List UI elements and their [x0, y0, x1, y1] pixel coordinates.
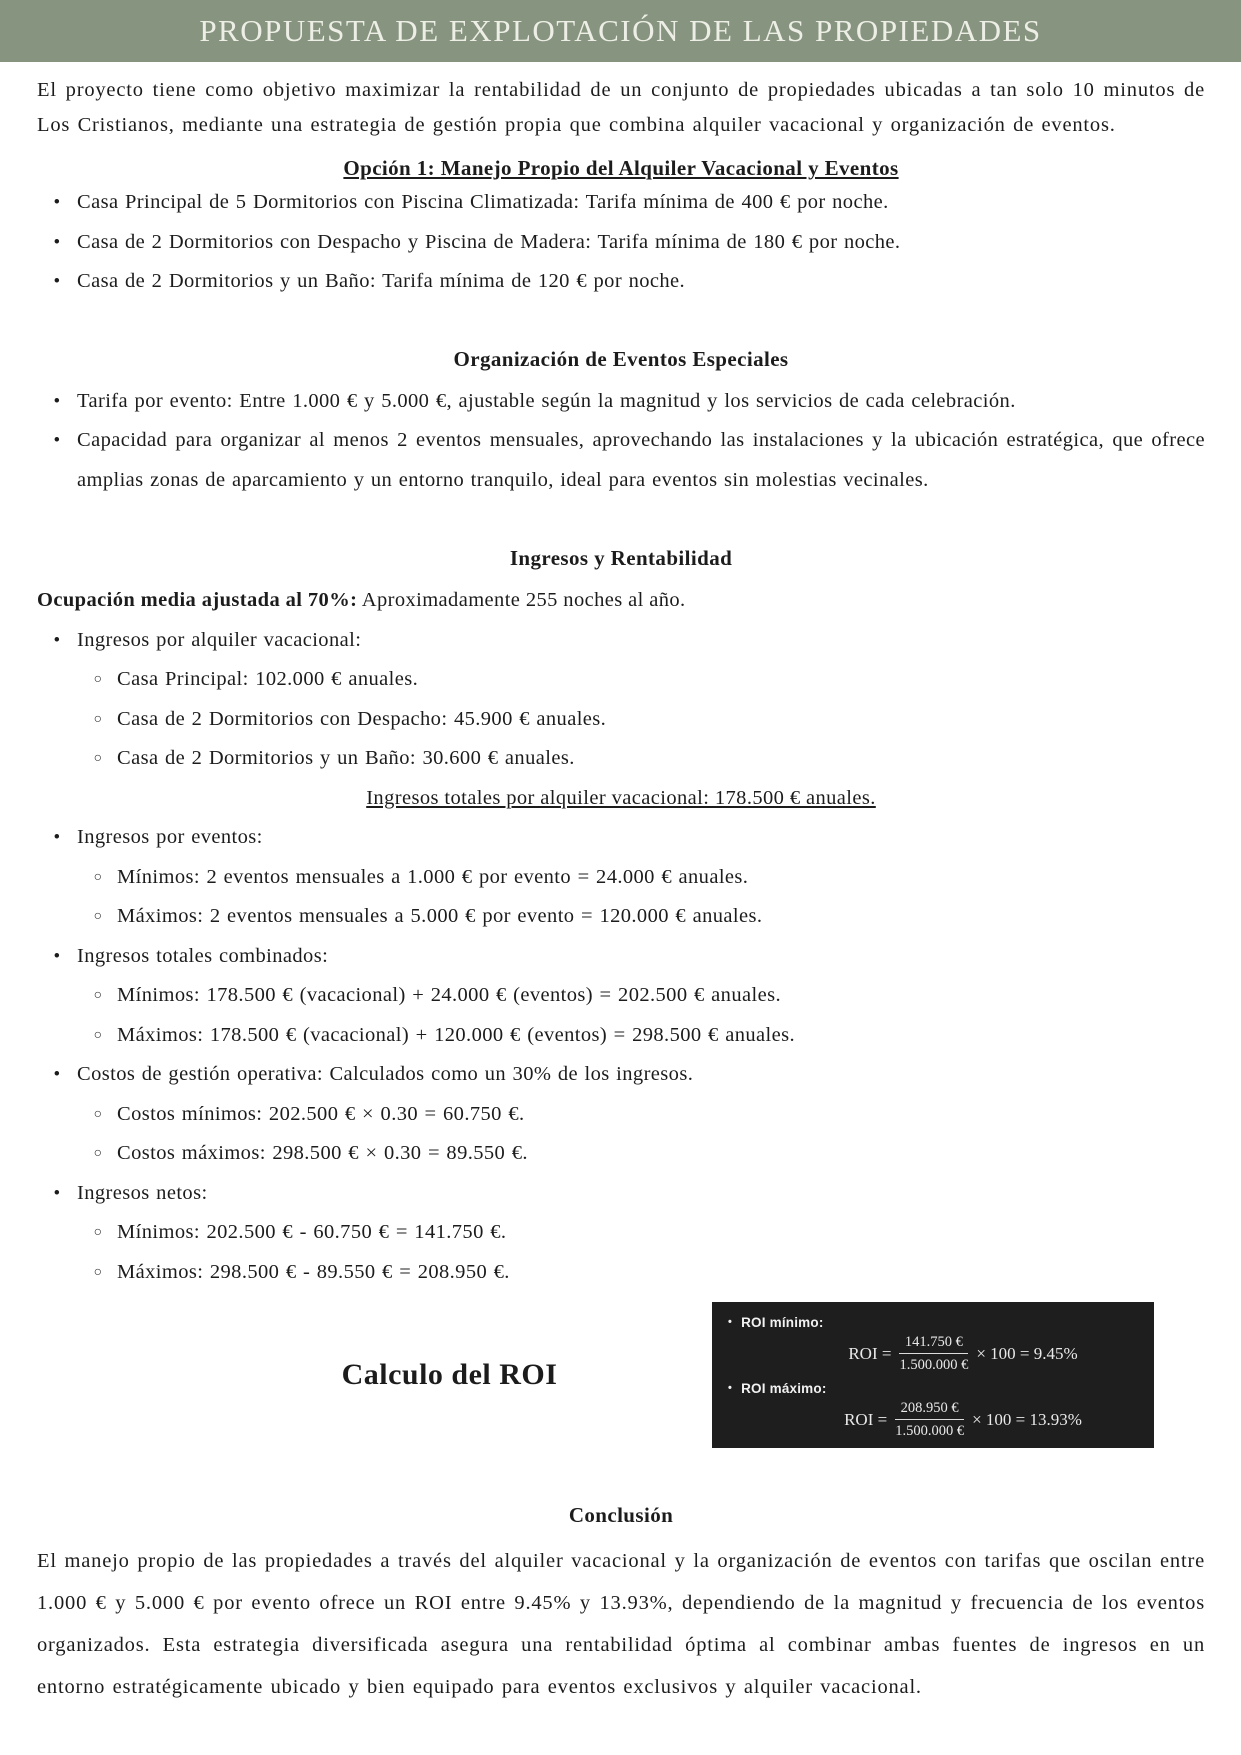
- circle-bullet-icon: ○: [93, 672, 103, 687]
- list-item: [37, 1174, 1205, 1214]
- sub-list-item-text: Máximos: 2 eventos mensuales a 5.000 € por evento = 120.000 € anuales.: [117, 905, 763, 927]
- bullet-icon: •: [53, 390, 61, 412]
- circle-bullet-icon: ○: [93, 751, 103, 766]
- list-item-text: Casa de 2 Dormitorios y un Baño: Tarifa mínima de 120 € por noche.: [77, 270, 686, 292]
- circle-bullet-icon: ○: [93, 1264, 103, 1280]
- bullet-icon: •: [53, 192, 61, 213]
- roi-max-label-row: [728, 1381, 1138, 1396]
- sub-list-item-text: Costos mínimos: 202.500 € × 0.30 = 60.750 €.: [117, 1102, 525, 1125]
- sub-list-item: [79, 660, 1205, 700]
- list-item: [37, 382, 1205, 422]
- sub-list-item: [79, 1134, 1205, 1174]
- sub-list-item-text: Mínimos: 2 eventos mensuales a 1.000 € por evento = 24.000 € anuales.: [117, 865, 749, 888]
- section-heading-events: Organización de Eventos Especiales: [453, 346, 789, 371]
- roi-min-label: ROI mínimo:: [741, 1315, 824, 1330]
- roi-min-label-row: [728, 1315, 1138, 1330]
- bullet-icon: •: [53, 430, 61, 451]
- fraction-numerator: 141.750 €: [899, 1333, 968, 1354]
- roi-calculation-box: [712, 1302, 1154, 1448]
- bullet-icon: •: [53, 231, 61, 253]
- intro-paragraph: El proyecto tiene como objetivo maximizar la rentabilidad de un conjunto de propiedades ubicadas a tan solo 10 minutos de Los Cristianos, mediante una estrategia de gestión propia que combina alquiler vacacional y organización de eventos.: [37, 79, 1205, 136]
- list-item: [37, 621, 1205, 661]
- list-item: [37, 937, 1205, 977]
- list-item: [37, 818, 1205, 858]
- circle-bullet-icon: ○: [93, 988, 103, 1003]
- sub-list-item-text: Mínimos: 202.500 € - 60.750 € = 141.750 €.: [117, 1221, 507, 1243]
- list-item: [37, 262, 1205, 302]
- sub-list-item: [79, 976, 1205, 1016]
- circle-bullet-icon: ○: [93, 711, 103, 727]
- sub-list-item-text: Mínimos: 178.500 € (vacacional) + 24.000 € (eventos) = 202.500 € anuales.: [117, 984, 781, 1006]
- bullet-icon: •: [53, 271, 61, 292]
- occupancy-text: Aproximadamente 255 noches al año.: [361, 589, 686, 611]
- sub-list-item: [79, 1213, 1205, 1253]
- list-item-text: Ingresos por eventos:: [77, 826, 263, 848]
- roi-max-formula: [728, 1399, 1138, 1440]
- sub-list-item: [79, 739, 1205, 779]
- document-body: [0, 62, 1241, 1708]
- formula-lhs: ROI =: [848, 1343, 892, 1363]
- list-item-text: Costos de gestión operativa: Calculados como un 30% de los ingresos.: [77, 1063, 694, 1085]
- formula-fraction: [895, 1399, 964, 1440]
- sub-list-item-text: Casa de 2 Dormitorios con Despacho: 45.900 € anuales.: [117, 707, 607, 730]
- roi-heading: Calculo del ROI: [341, 1358, 558, 1391]
- occupancy-label: Ocupación media ajustada al 70%:: [37, 589, 358, 611]
- bullet-icon: •: [53, 1064, 61, 1085]
- formula-rhs: × 100 = 9.45%: [976, 1343, 1078, 1363]
- occupancy-line: [37, 581, 1205, 621]
- list-item: [37, 1055, 1205, 1095]
- list-item: [37, 183, 1205, 223]
- list-item: [37, 223, 1205, 263]
- sub-list-item: [79, 700, 1205, 740]
- roi-max-label: ROI máximo:: [741, 1381, 827, 1397]
- sub-list-item: [79, 897, 1205, 937]
- sub-list-item-text: Máximos: 298.500 € - 89.550 € = 208.950 €.: [117, 1260, 510, 1283]
- formula-lhs: ROI =: [844, 1409, 888, 1429]
- bullet-icon: •: [728, 1316, 733, 1328]
- list-item-text: Ingresos netos:: [77, 1181, 208, 1204]
- bullet-icon: •: [728, 1382, 733, 1395]
- fraction-denominator: 1.500.000 €: [895, 1423, 965, 1440]
- roi-min-formula: [728, 1333, 1138, 1374]
- formula-fraction: [899, 1333, 968, 1374]
- circle-bullet-icon: ○: [93, 1146, 103, 1161]
- roi-section: [37, 1302, 1205, 1448]
- fraction-numerator: 208.950 €: [895, 1399, 964, 1420]
- section-heading-option1: Opción 1: Manejo Propio del Alquiler Vacacional y Eventos: [343, 156, 899, 180]
- sub-list-item-text: Casa Principal: 102.000 € anuales.: [117, 668, 419, 690]
- bullet-icon: •: [53, 1182, 61, 1204]
- sub-list-item: [79, 1016, 1205, 1056]
- sub-list-item: [79, 1095, 1205, 1135]
- fraction-denominator: 1.500.000 €: [899, 1357, 969, 1374]
- circle-bullet-icon: ○: [93, 1027, 103, 1043]
- circle-bullet-icon: ○: [93, 1225, 103, 1240]
- sub-list-item: [79, 1253, 1205, 1293]
- bullet-icon: •: [53, 629, 61, 651]
- section-heading-conclusion: Conclusión: [568, 1503, 674, 1527]
- list-item-text: Ingresos totales combinados:: [77, 944, 329, 967]
- sub-list-item-text: Costos máximos: 298.500 € × 0.30 = 89.550 €.: [117, 1142, 528, 1164]
- events-list: [37, 382, 1205, 501]
- list-item-text: Casa de 2 Dormitorios con Despacho y Piscina de Madera: Tarifa mínima de 180 € por noche.: [77, 230, 901, 253]
- list-item-text: Ingresos por alquiler vacacional:: [77, 628, 362, 651]
- option1-list: [37, 183, 1205, 302]
- rental-total-line: Ingresos totales por alquiler vacacional: 178.500 € anuales.: [366, 786, 876, 809]
- circle-bullet-icon: ○: [93, 869, 103, 885]
- sub-list-item: [79, 858, 1205, 898]
- list-item-text: Tarifa por evento: Entre 1.000 € y 5.000 €, ajustable según la magnitud y los servicios de cada celebración.: [77, 389, 1016, 412]
- circle-bullet-icon: ○: [93, 1106, 103, 1122]
- bullet-icon: •: [53, 945, 61, 967]
- list-item-text: Casa Principal de 5 Dormitorios con Piscina Climatizada: Tarifa mínima de 400 € por noche.: [77, 191, 889, 213]
- sub-list-item-text: Máximos: 178.500 € (vacacional) + 120.000 € (eventos) = 298.500 € anuales.: [117, 1023, 796, 1046]
- page-title: PROPUESTA DE EXPLOTACIÓN DE LAS PROPIEDADES: [199, 13, 1042, 48]
- conclusion-paragraph: El manejo propio de las propiedades a través del alquiler vacacional y la organización de eventos con tarifas que oscilan entre 1.000 € y 5.000 € por evento ofrece un ROI entre 9.45% y 13.93%, dependiendo de la magnitud y frecuencia de los eventos organizados. Esta estrategia diversificada asegura una rentabilidad óptima al combinar ambas fuentes de ingresos en un entorno estratégicamente ubicado y bien equipado para eventos exclusivos y alquiler vacacional.: [37, 1550, 1205, 1698]
- list-item-text: Capacidad para organizar al menos 2 eventos mensuales, aprovechando las instalaciones y la ubicación estratégica, que ofrece amplias zonas de aparcamiento y un entorno tranquilo, ideal para eventos sin molestias vecinales.: [77, 429, 1205, 491]
- sub-list-item-text: Casa de 2 Dormitorios y un Baño: 30.600 € anuales.: [117, 747, 575, 769]
- section-heading-income: Ingresos y Rentabilidad: [509, 546, 733, 570]
- bullet-icon: •: [53, 827, 61, 848]
- circle-bullet-icon: ○: [93, 909, 103, 924]
- formula-rhs: × 100 = 13.93%: [972, 1409, 1082, 1429]
- document-header: [0, 0, 1241, 62]
- list-item: [37, 421, 1205, 500]
- income-list: [37, 621, 1205, 1293]
